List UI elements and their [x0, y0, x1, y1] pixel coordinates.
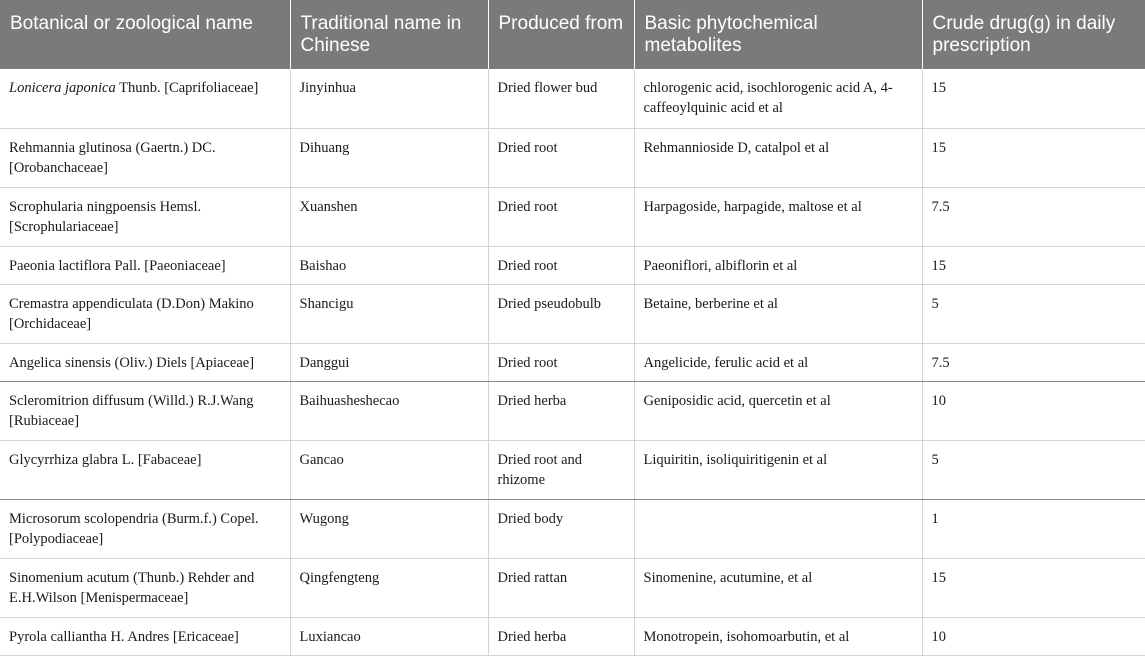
table-row — [0, 440, 1145, 499]
cell-metabolites: Paeoniflori, albiflorin et al — [634, 246, 922, 284]
cell-chinese-name: Wugong — [290, 499, 488, 558]
table-body — [0, 69, 1145, 655]
cell-metabolites: chlorogenic acid, isochlorogenic acid A, 4-caffeoylquinic acid et al — [634, 69, 922, 128]
table-row — [0, 69, 1145, 128]
cell-botanical-name: Cremastra appendiculata (D.Don) Makino [Orchidaceae] — [0, 284, 290, 343]
cell-metabolites: Geniposidic acid, quercetin et al — [634, 381, 922, 440]
cell-daily-dose: 5 — [922, 284, 1145, 343]
cell-chinese-name: Baihuasheshecao — [290, 381, 488, 440]
cell-botanical-name: Microsorum scolopendria (Burm.f.) Copel. [Polypodiaceae] — [0, 499, 290, 558]
cell-chinese-name: Luxiancao — [290, 617, 488, 655]
cell-botanical-name: Sinomenium acutum (Thunb.) Rehder and E.H.Wilson [Menispermaceae] — [0, 558, 290, 617]
table-row — [0, 187, 1145, 246]
cell-chinese-name: Xuanshen — [290, 187, 488, 246]
cell-daily-dose: 15 — [922, 69, 1145, 128]
cell-metabolites: Harpagoside, harpagide, maltose et al — [634, 187, 922, 246]
species-italic: Lonicera japonica — [9, 80, 116, 96]
cell-produced-from: Dried herba — [488, 381, 634, 440]
cell-botanical-name: Pyrola calliantha H. Andres [Ericaceae] — [0, 617, 290, 655]
cell-daily-dose: 15 — [922, 246, 1145, 284]
cell-metabolites: Rehmannioside D, catalpol et al — [634, 128, 922, 187]
cell-produced-from: Dried root — [488, 128, 634, 187]
table-row — [0, 284, 1145, 343]
cell-metabolites: Monotropein, isohomoarbutin, et al — [634, 617, 922, 655]
header-daily-dose: Crude drug(g) in daily prescription — [922, 0, 1145, 69]
header-metabolites: Basic phytochemical metabolites — [634, 0, 922, 69]
cell-metabolites: Betaine, berberine et al — [634, 284, 922, 343]
cell-produced-from: Dried body — [488, 499, 634, 558]
cell-daily-dose: 10 — [922, 617, 1145, 655]
cell-chinese-name: Gancao — [290, 440, 488, 499]
cell-botanical-name: Angelica sinensis (Oliv.) Diels [Apiaceae] — [0, 343, 290, 381]
cell-daily-dose: 15 — [922, 128, 1145, 187]
cell-produced-from: Dried rattan — [488, 558, 634, 617]
cell-daily-dose: 7.5 — [922, 343, 1145, 381]
cell-produced-from: Dried herba — [488, 617, 634, 655]
cell-botanical-name — [0, 69, 290, 128]
cell-metabolites: Liquiritin, isoliquiritigenin et al — [634, 440, 922, 499]
table-row — [0, 246, 1145, 284]
cell-metabolites — [634, 499, 922, 558]
header-botanical-name: Botanical or zoological name — [0, 0, 290, 69]
cell-botanical-name: Rehmannia glutinosa (Gaertn.) DC. [Orobanchaceae] — [0, 128, 290, 187]
cell-botanical-name: Scleromitrion diffusum (Willd.) R.J.Wang [Rubiaceae] — [0, 381, 290, 440]
cell-chinese-name: Qingfengteng — [290, 558, 488, 617]
table-row — [0, 343, 1145, 381]
table-row — [0, 617, 1145, 655]
cell-produced-from: Dried flower bud — [488, 69, 634, 128]
cell-daily-dose: 10 — [922, 381, 1145, 440]
header-row — [0, 0, 1145, 69]
cell-botanical-name: Paeonia lactiflora Pall. [Paeoniaceae] — [0, 246, 290, 284]
header-produced-from: Produced from — [488, 0, 634, 69]
cell-produced-from: Dried root — [488, 246, 634, 284]
table-row — [0, 381, 1145, 440]
cell-produced-from: Dried pseudobulb — [488, 284, 634, 343]
cell-metabolites: Sinomenine, acutumine, et al — [634, 558, 922, 617]
cell-botanical-name: Glycyrrhiza glabra L. [Fabaceae] — [0, 440, 290, 499]
cell-chinese-name: Jinyinhua — [290, 69, 488, 128]
cell-chinese-name: Danggui — [290, 343, 488, 381]
cell-metabolites: Angelicide, ferulic acid et al — [634, 343, 922, 381]
table-row — [0, 499, 1145, 558]
cell-chinese-name: Baishao — [290, 246, 488, 284]
header-chinese-name: Traditional name in Chinese — [290, 0, 488, 69]
table-row — [0, 558, 1145, 617]
cell-daily-dose: 7.5 — [922, 187, 1145, 246]
table-row — [0, 128, 1145, 187]
species-rest: Thunb. [Caprifoliaceae] — [115, 80, 259, 96]
table-header — [0, 0, 1145, 69]
cell-chinese-name: Shancigu — [290, 284, 488, 343]
cell-produced-from: Dried root — [488, 343, 634, 381]
cell-chinese-name: Dihuang — [290, 128, 488, 187]
cell-botanical-name: Scrophularia ningpoensis Hemsl. [Scrophulariaceae] — [0, 187, 290, 246]
cell-daily-dose: 5 — [922, 440, 1145, 499]
cell-daily-dose: 1 — [922, 499, 1145, 558]
cell-produced-from: Dried root — [488, 187, 634, 246]
cell-daily-dose: 15 — [922, 558, 1145, 617]
cell-produced-from: Dried root and rhizome — [488, 440, 634, 499]
